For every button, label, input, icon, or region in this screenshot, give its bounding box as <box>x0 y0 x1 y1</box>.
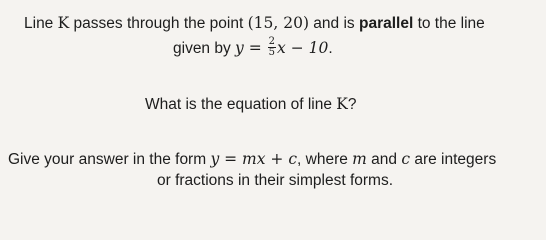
fraction-denominator: 5 <box>268 47 276 59</box>
text-to-line: to the line <box>413 15 485 32</box>
instruction-where: , where <box>297 151 353 168</box>
problem-line-1 <box>24 13 485 34</box>
text-and-is: and is <box>309 15 359 32</box>
problem-line-2 <box>173 38 333 59</box>
period: . <box>328 40 333 57</box>
question-mark: ? <box>347 96 357 113</box>
instruction-and: and <box>366 151 402 168</box>
equation-lhs: y = <box>235 39 267 57</box>
question-line-name: K <box>336 95 348 113</box>
answer-form: y = mx + c <box>210 150 298 168</box>
point-coordinates: (15, 20) <box>247 14 309 32</box>
instruction-line-1 <box>8 149 496 170</box>
instruction-integers: are integers <box>410 151 497 168</box>
instruction-line-2 <box>157 171 393 191</box>
variable-c: c <box>401 150 411 168</box>
slope-fraction <box>268 37 276 58</box>
instruction-text: Give your answer in the form <box>8 151 211 168</box>
variable-m: m <box>352 150 367 168</box>
equation-rhs: x − 10 <box>277 39 329 57</box>
fraction-numerator: 2 <box>268 36 276 48</box>
question-text: What is the equation of line <box>145 96 337 113</box>
question-line <box>145 94 357 115</box>
text-parallel: parallel <box>358 15 414 32</box>
text-line: Line <box>24 15 58 32</box>
text-passes: passes through the point <box>69 15 248 32</box>
instruction-fractions: or fractions in their simplest forms. <box>157 172 394 189</box>
line-name-k: K <box>57 14 70 32</box>
text-given-by: given by <box>173 40 236 57</box>
